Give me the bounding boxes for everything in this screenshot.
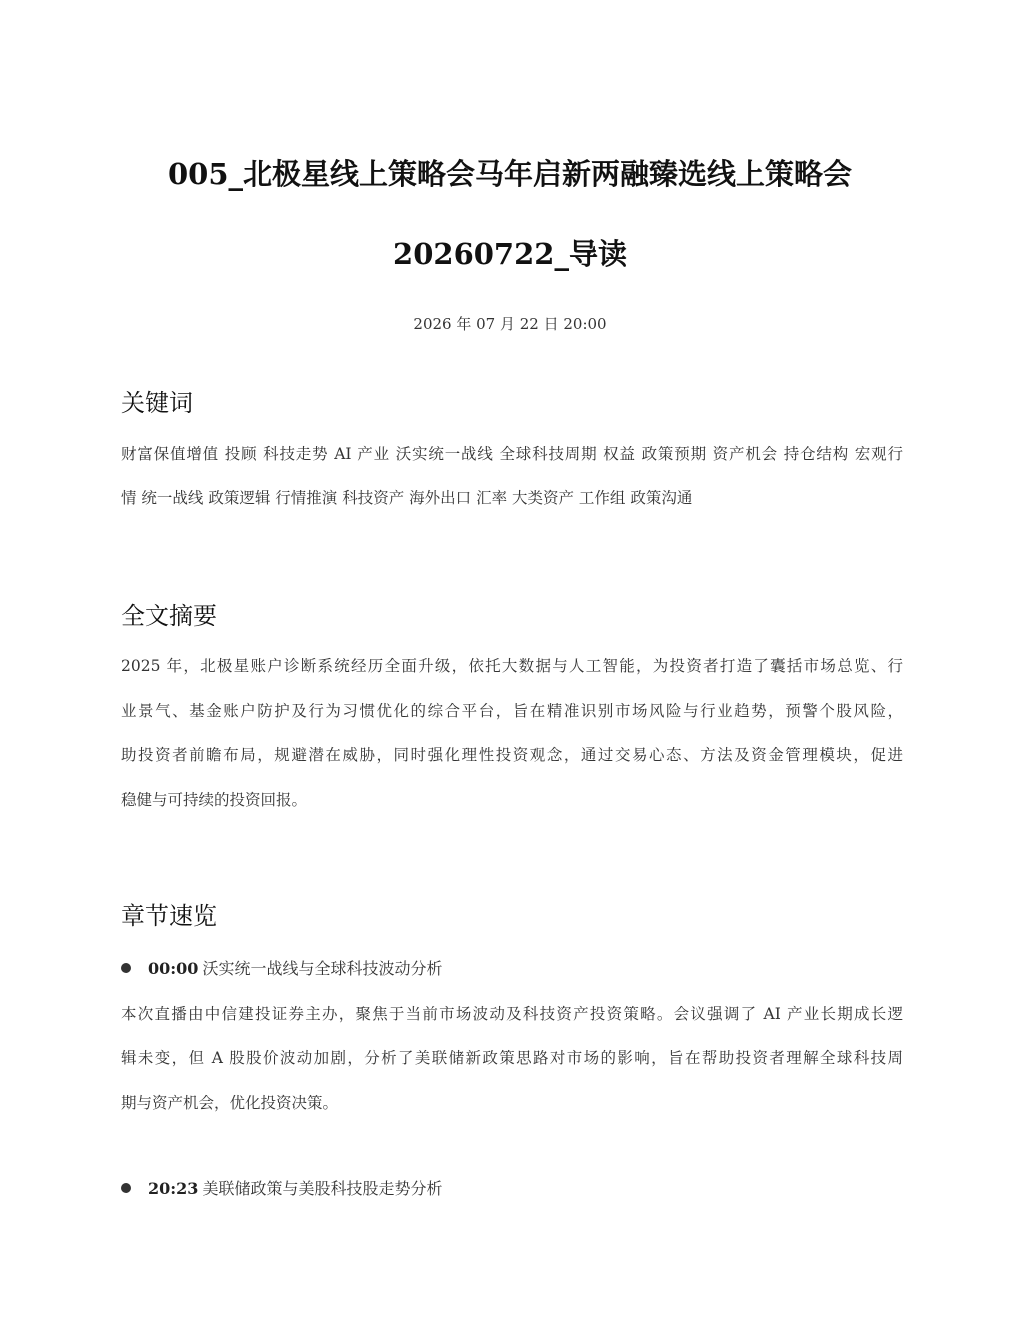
keywords-line: 财富保值增值 投顾 科技走势 AI 产业 沃实统一战线 全球科技周期 权益 政策预期 资产机会 持仓结构 宏观行 xyxy=(121,445,903,463)
chapter-summary-line: 期与资产机会，优化投资决策。 xyxy=(121,1094,339,1112)
chapter-item xyxy=(121,1176,442,1199)
keywords-heading: 关键词 xyxy=(121,389,193,417)
summary-heading: 全文摘要 xyxy=(121,602,217,630)
summary-line: 2025 年，北极星账户诊断系统经历全面升级，依托大数据与人工智能，为投资者打造了囊括市场总览、行 xyxy=(121,657,903,675)
summary-line: 助投资者前瞻布局，规避潜在威胁，同时强化理性投资观念，通过交易心态、方法及资金管理模块，促进 xyxy=(121,746,903,764)
bullet-icon xyxy=(121,963,131,973)
keywords-line: 情 统一战线 政策逻辑 行情推演 科技资产 海外出口 汇率 大类资产 工作组 政策沟通 xyxy=(121,489,693,507)
chapters-heading: 章节速览 xyxy=(121,902,217,930)
chapter-time: 20:23 xyxy=(148,1179,199,1198)
chapter-title: 美联储政策与美股科技股走势分析 xyxy=(202,1179,443,1198)
summary-line: 稳健与可持续的投资回报。 xyxy=(121,791,308,809)
document-title-line-2: 20260722_导读 xyxy=(393,237,627,271)
chapter-summary-line: 本次直播由中信建投证券主办，聚焦于当前市场波动及科技资产投资策略。会议强调了 AI 产业长期成长逻 xyxy=(121,1005,903,1023)
chapter-summary-line: 辑未变，但 A 股股价波动加剧，分析了美联储新政策思路对市场的影响，旨在帮助投资者理解全球科技周 xyxy=(121,1049,903,1067)
chapter-title: 沃实统一战线与全球科技波动分析 xyxy=(202,959,443,978)
summary-line: 业景气、基金账户防护及行为习惯优化的综合平台，旨在精准识别市场风险与行业趋势，预警个股风险， xyxy=(121,702,903,720)
chapter-time: 00:00 xyxy=(148,959,199,978)
bullet-icon xyxy=(121,1183,131,1193)
document-date: 2026 年 07 月 22 日 20:00 xyxy=(413,315,607,333)
chapter-item xyxy=(121,956,442,979)
document-title-line-1: 005_北极星线上策略会马年启新两融臻选线上策略会 xyxy=(167,157,853,191)
